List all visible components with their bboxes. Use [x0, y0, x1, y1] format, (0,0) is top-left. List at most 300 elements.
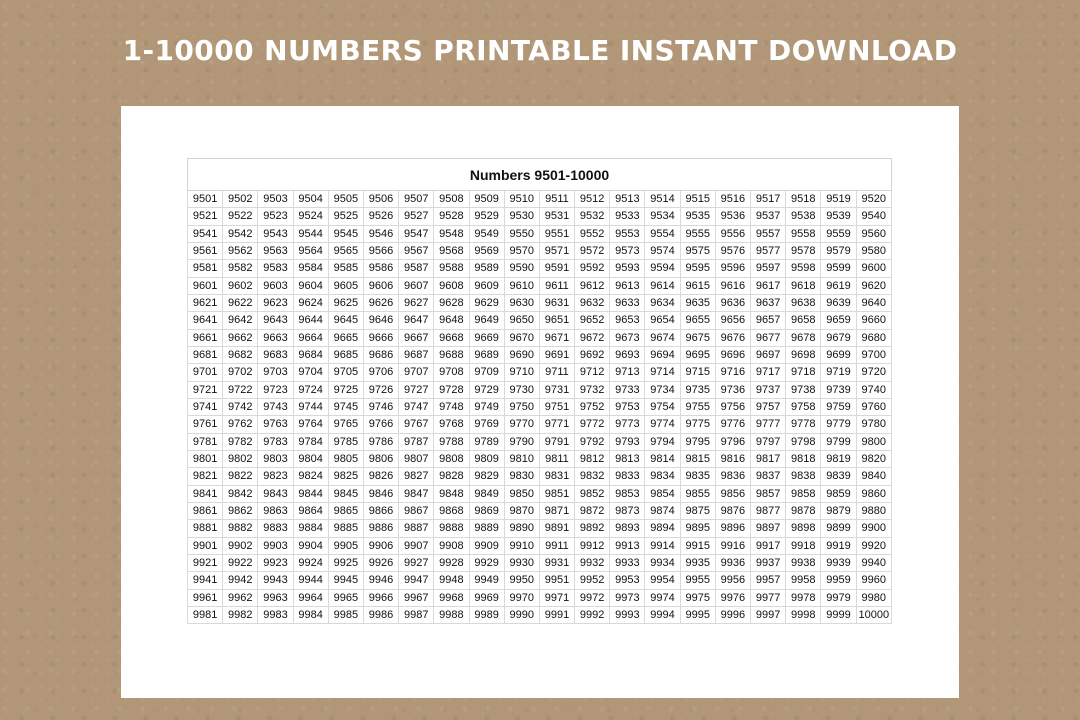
number-cell: 9562 [223, 242, 258, 259]
number-cell: 9841 [188, 485, 223, 502]
number-cell: 9616 [715, 277, 750, 294]
number-cell: 9561 [188, 242, 223, 259]
number-cell: 9808 [434, 450, 469, 467]
number-cell: 9550 [504, 225, 539, 242]
number-cell: 9595 [680, 260, 715, 277]
number-cell: 9701 [188, 364, 223, 381]
number-cell: 9621 [188, 294, 223, 311]
number-cell: 9843 [258, 485, 293, 502]
number-cell: 9501 [188, 191, 223, 208]
number-cell: 9530 [504, 208, 539, 225]
number-cell: 9876 [715, 502, 750, 519]
number-cell: 9879 [821, 502, 856, 519]
number-cell: 9878 [786, 502, 821, 519]
number-cell: 9533 [610, 208, 645, 225]
number-cell: 9774 [645, 416, 680, 433]
number-cell: 9864 [293, 502, 328, 519]
number-cell: 9668 [434, 329, 469, 346]
number-cell: 9717 [751, 364, 786, 381]
number-cell: 9538 [786, 208, 821, 225]
number-cell: 9927 [399, 554, 434, 571]
number-cell: 9507 [399, 191, 434, 208]
number-cell: 9835 [680, 468, 715, 485]
number-cell: 9737 [751, 381, 786, 398]
number-cell: 9976 [715, 589, 750, 606]
number-cell: 9623 [258, 294, 293, 311]
number-cell: 9574 [645, 242, 680, 259]
number-cell: 9905 [328, 537, 363, 554]
number-cell: 9760 [856, 398, 891, 415]
number-cell: 9945 [328, 572, 363, 589]
number-cell: 9786 [363, 433, 398, 450]
number-cell: 9633 [610, 294, 645, 311]
number-cell: 9912 [575, 537, 610, 554]
number-cell: 9916 [715, 537, 750, 554]
number-cell: 9981 [188, 606, 223, 623]
number-cell: 9523 [258, 208, 293, 225]
number-cell: 9679 [821, 329, 856, 346]
number-cell: 9584 [293, 260, 328, 277]
number-cell: 9818 [786, 450, 821, 467]
number-cell: 9590 [504, 260, 539, 277]
number-cell: 9558 [786, 225, 821, 242]
number-cell: 9696 [715, 346, 750, 363]
number-cell: 9736 [715, 381, 750, 398]
number-cell: 9729 [469, 381, 504, 398]
number-cell: 9777 [751, 416, 786, 433]
number-cell: 9740 [856, 381, 891, 398]
table-row [188, 277, 892, 294]
number-cell: 9925 [328, 554, 363, 571]
number-cell: 9742 [223, 398, 258, 415]
number-cell: 9816 [715, 450, 750, 467]
number-cell: 9644 [293, 312, 328, 329]
number-cell: 9943 [258, 572, 293, 589]
number-cell: 9822 [223, 468, 258, 485]
number-cell: 9706 [363, 364, 398, 381]
number-cell: 9666 [363, 329, 398, 346]
table-row [188, 572, 892, 589]
number-cell: 9591 [539, 260, 574, 277]
number-cell: 9766 [363, 416, 398, 433]
number-cell: 9764 [293, 416, 328, 433]
number-cell: 9543 [258, 225, 293, 242]
number-cell: 9794 [645, 433, 680, 450]
number-cell: 9896 [715, 520, 750, 537]
number-cell: 9735 [680, 381, 715, 398]
number-cell: 9869 [469, 502, 504, 519]
number-cell: 9559 [821, 225, 856, 242]
number-cell: 9832 [575, 468, 610, 485]
table-row [188, 468, 892, 485]
number-cell: 9746 [363, 398, 398, 415]
number-cell: 9806 [363, 450, 398, 467]
headline: 1-10000 NUMBERS PRINTABLE INSTANT DOWNLOAD [122, 34, 958, 67]
number-cell: 9665 [328, 329, 363, 346]
number-cell: 9857 [751, 485, 786, 502]
number-cell: 9759 [821, 398, 856, 415]
number-cell: 9752 [575, 398, 610, 415]
number-cell: 9708 [434, 364, 469, 381]
number-cell: 9987 [399, 606, 434, 623]
table-row [188, 208, 892, 225]
number-cell: 9907 [399, 537, 434, 554]
number-cell: 9527 [399, 208, 434, 225]
number-cell: 9709 [469, 364, 504, 381]
number-cell: 9780 [856, 416, 891, 433]
number-cell: 9795 [680, 433, 715, 450]
number-cell: 9930 [504, 554, 539, 571]
number-cell: 9928 [434, 554, 469, 571]
number-cell: 9800 [856, 433, 891, 450]
number-cell: 9980 [856, 589, 891, 606]
number-cell: 9820 [856, 450, 891, 467]
number-cell: 9972 [575, 589, 610, 606]
number-cell: 9921 [188, 554, 223, 571]
number-cell: 9920 [856, 537, 891, 554]
number-cell: 9839 [821, 468, 856, 485]
number-cell: 9651 [539, 312, 574, 329]
number-cell: 9964 [293, 589, 328, 606]
number-cell: 9743 [258, 398, 293, 415]
number-cell: 9703 [258, 364, 293, 381]
number-cell: 9978 [786, 589, 821, 606]
number-cell: 9576 [715, 242, 750, 259]
number-cell: 9942 [223, 572, 258, 589]
number-cell: 10000 [856, 606, 891, 623]
number-cell: 9793 [610, 433, 645, 450]
table-row [188, 312, 892, 329]
number-cell: 9581 [188, 260, 223, 277]
number-cell: 9686 [363, 346, 398, 363]
number-cell: 9600 [856, 260, 891, 277]
number-cell: 9844 [293, 485, 328, 502]
number-cell: 9779 [821, 416, 856, 433]
number-cell: 9626 [363, 294, 398, 311]
number-cell: 9642 [223, 312, 258, 329]
number-cell: 9504 [293, 191, 328, 208]
numbers-table [187, 158, 892, 624]
number-cell: 9811 [539, 450, 574, 467]
number-cell: 9730 [504, 381, 539, 398]
number-cell: 9551 [539, 225, 574, 242]
number-cell: 9966 [363, 589, 398, 606]
number-cell: 9545 [328, 225, 363, 242]
number-cell: 9502 [223, 191, 258, 208]
number-cell: 9933 [610, 554, 645, 571]
number-cell: 9578 [786, 242, 821, 259]
number-cell: 9612 [575, 277, 610, 294]
number-cell: 9689 [469, 346, 504, 363]
number-cell: 9803 [258, 450, 293, 467]
number-cell: 9948 [434, 572, 469, 589]
number-cell: 9985 [328, 606, 363, 623]
number-cell: 9959 [821, 572, 856, 589]
number-cell: 9891 [539, 520, 574, 537]
number-cell: 9569 [469, 242, 504, 259]
number-cell: 9762 [223, 416, 258, 433]
number-cell: 9747 [399, 398, 434, 415]
number-cell: 9833 [610, 468, 645, 485]
number-cell: 9537 [751, 208, 786, 225]
number-cell: 9901 [188, 537, 223, 554]
number-cell: 9611 [539, 277, 574, 294]
number-cell: 9873 [610, 502, 645, 519]
number-cell: 9745 [328, 398, 363, 415]
number-cell: 9753 [610, 398, 645, 415]
number-cell: 9588 [434, 260, 469, 277]
number-cell: 9683 [258, 346, 293, 363]
number-cell: 9996 [715, 606, 750, 623]
number-cell: 9895 [680, 520, 715, 537]
number-cell: 9663 [258, 329, 293, 346]
number-cell: 9515 [680, 191, 715, 208]
number-cell: 9799 [821, 433, 856, 450]
number-cell: 9851 [539, 485, 574, 502]
table-row [188, 294, 892, 311]
number-cell: 9858 [786, 485, 821, 502]
number-cell: 9718 [786, 364, 821, 381]
number-cell: 9725 [328, 381, 363, 398]
number-cell: 9655 [680, 312, 715, 329]
number-cell: 9971 [539, 589, 574, 606]
number-cell: 9986 [363, 606, 398, 623]
number-cell: 9510 [504, 191, 539, 208]
number-cell: 9638 [786, 294, 821, 311]
number-cell: 9514 [645, 191, 680, 208]
number-cell: 9866 [363, 502, 398, 519]
number-cell: 9961 [188, 589, 223, 606]
number-cell: 9575 [680, 242, 715, 259]
number-cell: 9988 [434, 606, 469, 623]
number-cell: 9825 [328, 468, 363, 485]
table-row [188, 364, 892, 381]
number-cell: 9516 [715, 191, 750, 208]
number-cell: 9951 [539, 572, 574, 589]
number-cell: 9861 [188, 502, 223, 519]
printable-sheet [121, 106, 959, 698]
number-cell: 9597 [751, 260, 786, 277]
number-cell: 9875 [680, 502, 715, 519]
number-cell: 9856 [715, 485, 750, 502]
number-cell: 9885 [328, 520, 363, 537]
table-row [188, 433, 892, 450]
number-cell: 9819 [821, 450, 856, 467]
numbers-grid [188, 191, 892, 624]
number-cell: 9719 [821, 364, 856, 381]
number-cell: 9850 [504, 485, 539, 502]
number-cell: 9882 [223, 520, 258, 537]
number-cell: 9788 [434, 433, 469, 450]
number-cell: 9693 [610, 346, 645, 363]
number-cell: 9690 [504, 346, 539, 363]
number-cell: 9865 [328, 502, 363, 519]
number-cell: 9767 [399, 416, 434, 433]
number-cell: 9688 [434, 346, 469, 363]
number-cell: 9932 [575, 554, 610, 571]
number-cell: 9974 [645, 589, 680, 606]
number-cell: 9687 [399, 346, 434, 363]
number-cell: 9614 [645, 277, 680, 294]
table-row [188, 502, 892, 519]
number-cell: 9748 [434, 398, 469, 415]
number-cell: 9720 [856, 364, 891, 381]
number-cell: 9573 [610, 242, 645, 259]
number-cell: 9911 [539, 537, 574, 554]
number-cell: 9871 [539, 502, 574, 519]
table-row [188, 520, 892, 537]
number-cell: 9589 [469, 260, 504, 277]
number-cell: 9624 [293, 294, 328, 311]
number-cell: 9506 [363, 191, 398, 208]
number-cell: 9536 [715, 208, 750, 225]
number-cell: 9874 [645, 502, 680, 519]
number-cell: 9660 [856, 312, 891, 329]
number-cell: 9732 [575, 381, 610, 398]
number-cell: 9615 [680, 277, 715, 294]
number-cell: 9992 [575, 606, 610, 623]
number-cell: 9599 [821, 260, 856, 277]
number-cell: 9511 [539, 191, 574, 208]
number-cell: 9989 [469, 606, 504, 623]
number-cell: 9635 [680, 294, 715, 311]
number-cell: 9619 [821, 277, 856, 294]
number-cell: 9855 [680, 485, 715, 502]
number-cell: 9617 [751, 277, 786, 294]
number-cell: 9872 [575, 502, 610, 519]
number-cell: 9726 [363, 381, 398, 398]
number-cell: 9772 [575, 416, 610, 433]
table-row [188, 398, 892, 415]
number-cell: 9526 [363, 208, 398, 225]
number-cell: 9532 [575, 208, 610, 225]
number-cell: 9557 [751, 225, 786, 242]
number-cell: 9909 [469, 537, 504, 554]
number-cell: 9897 [751, 520, 786, 537]
number-cell: 9931 [539, 554, 574, 571]
number-cell: 9547 [399, 225, 434, 242]
number-cell: 9796 [715, 433, 750, 450]
number-cell: 9973 [610, 589, 645, 606]
number-cell: 9610 [504, 277, 539, 294]
number-cell: 9914 [645, 537, 680, 554]
number-cell: 9994 [645, 606, 680, 623]
number-cell: 9694 [645, 346, 680, 363]
number-cell: 9738 [786, 381, 821, 398]
table-row [188, 242, 892, 259]
number-cell: 9784 [293, 433, 328, 450]
number-cell: 9807 [399, 450, 434, 467]
number-cell: 9525 [328, 208, 363, 225]
number-cell: 9965 [328, 589, 363, 606]
table-row [188, 381, 892, 398]
number-cell: 9539 [821, 208, 856, 225]
number-cell: 9993 [610, 606, 645, 623]
number-cell: 9697 [751, 346, 786, 363]
number-cell: 9649 [469, 312, 504, 329]
number-cell: 9531 [539, 208, 574, 225]
number-cell: 9888 [434, 520, 469, 537]
number-cell: 9702 [223, 364, 258, 381]
number-cell: 9535 [680, 208, 715, 225]
table-row [188, 346, 892, 363]
number-cell: 9969 [469, 589, 504, 606]
number-cell: 9834 [645, 468, 680, 485]
number-cell: 9870 [504, 502, 539, 519]
number-cell: 9580 [856, 242, 891, 259]
table-row [188, 589, 892, 606]
number-cell: 9673 [610, 329, 645, 346]
number-cell: 9941 [188, 572, 223, 589]
number-cell: 9983 [258, 606, 293, 623]
number-cell: 9601 [188, 277, 223, 294]
number-cell: 9522 [223, 208, 258, 225]
number-cell: 9881 [188, 520, 223, 537]
number-cell: 9968 [434, 589, 469, 606]
number-cell: 9630 [504, 294, 539, 311]
number-cell: 9692 [575, 346, 610, 363]
number-cell: 9846 [363, 485, 398, 502]
number-cell: 9739 [821, 381, 856, 398]
number-cell: 9783 [258, 433, 293, 450]
number-cell: 9645 [328, 312, 363, 329]
number-cell: 9724 [293, 381, 328, 398]
number-cell: 9853 [610, 485, 645, 502]
number-cell: 9797 [751, 433, 786, 450]
number-cell: 9664 [293, 329, 328, 346]
number-cell: 9935 [680, 554, 715, 571]
number-cell: 9913 [610, 537, 645, 554]
number-cell: 9731 [539, 381, 574, 398]
number-cell: 9631 [539, 294, 574, 311]
table-row [188, 450, 892, 467]
table-row [188, 554, 892, 571]
number-cell: 9593 [610, 260, 645, 277]
number-cell: 9707 [399, 364, 434, 381]
number-cell: 9656 [715, 312, 750, 329]
number-cell: 9845 [328, 485, 363, 502]
number-cell: 9503 [258, 191, 293, 208]
number-cell: 9938 [786, 554, 821, 571]
number-cell: 9814 [645, 450, 680, 467]
number-cell: 9892 [575, 520, 610, 537]
number-cell: 9765 [328, 416, 363, 433]
number-cell: 9721 [188, 381, 223, 398]
number-cell: 9899 [821, 520, 856, 537]
number-cell: 9517 [751, 191, 786, 208]
number-cell: 9860 [856, 485, 891, 502]
number-cell: 9714 [645, 364, 680, 381]
number-cell: 9667 [399, 329, 434, 346]
number-cell: 9946 [363, 572, 398, 589]
number-cell: 9828 [434, 468, 469, 485]
number-cell: 9607 [399, 277, 434, 294]
number-cell: 9809 [469, 450, 504, 467]
number-cell: 9954 [645, 572, 680, 589]
number-cell: 9999 [821, 606, 856, 623]
number-cell: 9823 [258, 468, 293, 485]
number-cell: 9657 [751, 312, 786, 329]
number-cell: 9918 [786, 537, 821, 554]
number-cell: 9889 [469, 520, 504, 537]
number-cell: 9880 [856, 502, 891, 519]
number-cell: 9572 [575, 242, 610, 259]
number-cell: 9929 [469, 554, 504, 571]
number-cell: 9654 [645, 312, 680, 329]
number-cell: 9568 [434, 242, 469, 259]
number-cell: 9906 [363, 537, 398, 554]
number-cell: 9640 [856, 294, 891, 311]
